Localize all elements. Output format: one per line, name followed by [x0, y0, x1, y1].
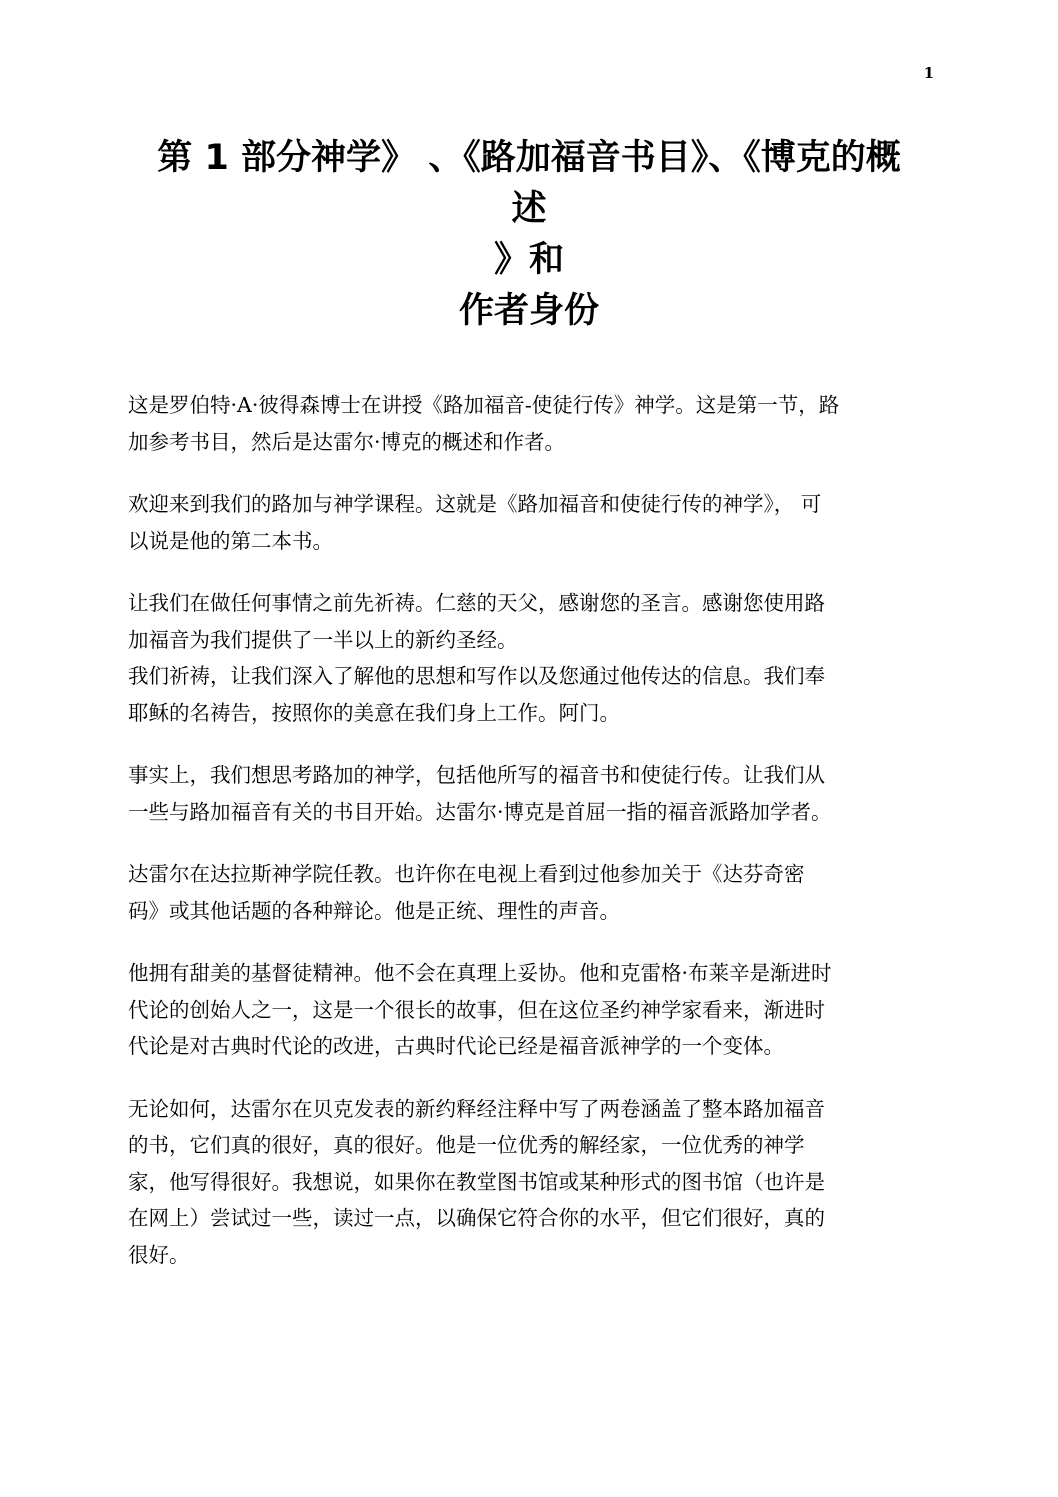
paragraph	[128, 856, 928, 929]
paragraph	[128, 757, 928, 830]
paragraph-line: 以说是他的第二本书。	[128, 528, 333, 553]
page-number: 1	[923, 64, 934, 82]
paragraph-line: 代论的创始人之一，这是一个很长的故事，但在这位圣约神学家看来，渐进时	[128, 997, 825, 1022]
paragraph-line: 加参考书目，然后是达雷尔·博克的概述和作者。	[128, 429, 566, 454]
paragraph-line: 达雷尔在达拉斯神学院任教。也许你在电视上看到过他参加关于《达芬奇密	[128, 862, 805, 886]
paragraph-line: 事实上，我们想思考路加的神学，包括他所写的福音书和使徒行传。让我们从	[128, 763, 825, 787]
title-line: 述	[511, 189, 547, 229]
paragraph-line: 代论是对古典时代论的改进，古典时代论已经是福音派神学的一个变体。	[128, 1034, 784, 1058]
paragraph-line: 耶稣的名祷告，按照你的美意在我们身上工作。阿门。	[128, 700, 620, 725]
paragraph	[128, 658, 928, 731]
paragraph-line: 这是罗伯特·A·彼得森博士在讲授《路加福音-使徒行传》神学。这是第一节，路	[128, 393, 840, 417]
paragraph	[128, 585, 928, 658]
paragraph-line: 我们祈祷，让我们深入了解他的思想和写作以及您通过他传达的信息。我们奉	[128, 664, 825, 688]
paragraph-line: 一些与路加福音有关的书目开始。达雷尔·博克是首屈一指的福音派路加学者。	[128, 799, 832, 824]
paragraph-line: 欢迎来到我们的路加与神学课程。这就是《路加福音和使徒行传的神学》， 可	[128, 492, 822, 516]
paragraph-line: 很好。	[128, 1242, 190, 1267]
paragraph	[128, 955, 928, 1065]
paragraph-line: 加福音为我们提供了一半以上的新约圣经。	[128, 627, 518, 652]
paragraph-line: 在网上）尝试过一些，读过一点，以确保它符合你的水平，但它们很好，真的	[128, 1206, 825, 1230]
paragraph-line: 他拥有甜美的基督徒精神。他不会在真理上妥协。他和克雷格·布莱辛是渐进时	[128, 961, 832, 985]
paragraph-line: 码》或其他话题的各种辩论。他是正统、理性的声音。	[128, 898, 620, 923]
paragraph-line: 让我们在做任何事情之前先祈祷。仁慈的天父，感谢您的圣言。感谢您使用路	[128, 591, 825, 615]
page-title	[110, 133, 948, 337]
title-line: 》和	[493, 240, 564, 280]
paragraph-line: 家，他写得很好。我想说，如果你在教堂图书馆或某种形式的图书馆（也许是	[128, 1169, 825, 1194]
document-body	[128, 387, 928, 1299]
title-line: 第 1 部分神学》 、《路加福音书目》、《博克的概	[157, 138, 901, 178]
title-line: 作者身份	[458, 291, 599, 331]
paragraph-line: 无论如何，达雷尔在贝克发表的新约释经注释中写了两卷涵盖了整本路加福音	[128, 1096, 825, 1121]
paragraph-line: 的书，它们真的很好，真的很好。他是一位优秀的解经家，一位优秀的神学	[128, 1133, 805, 1157]
paragraph	[128, 486, 928, 559]
paragraph	[128, 387, 928, 460]
paragraph	[128, 1091, 928, 1274]
